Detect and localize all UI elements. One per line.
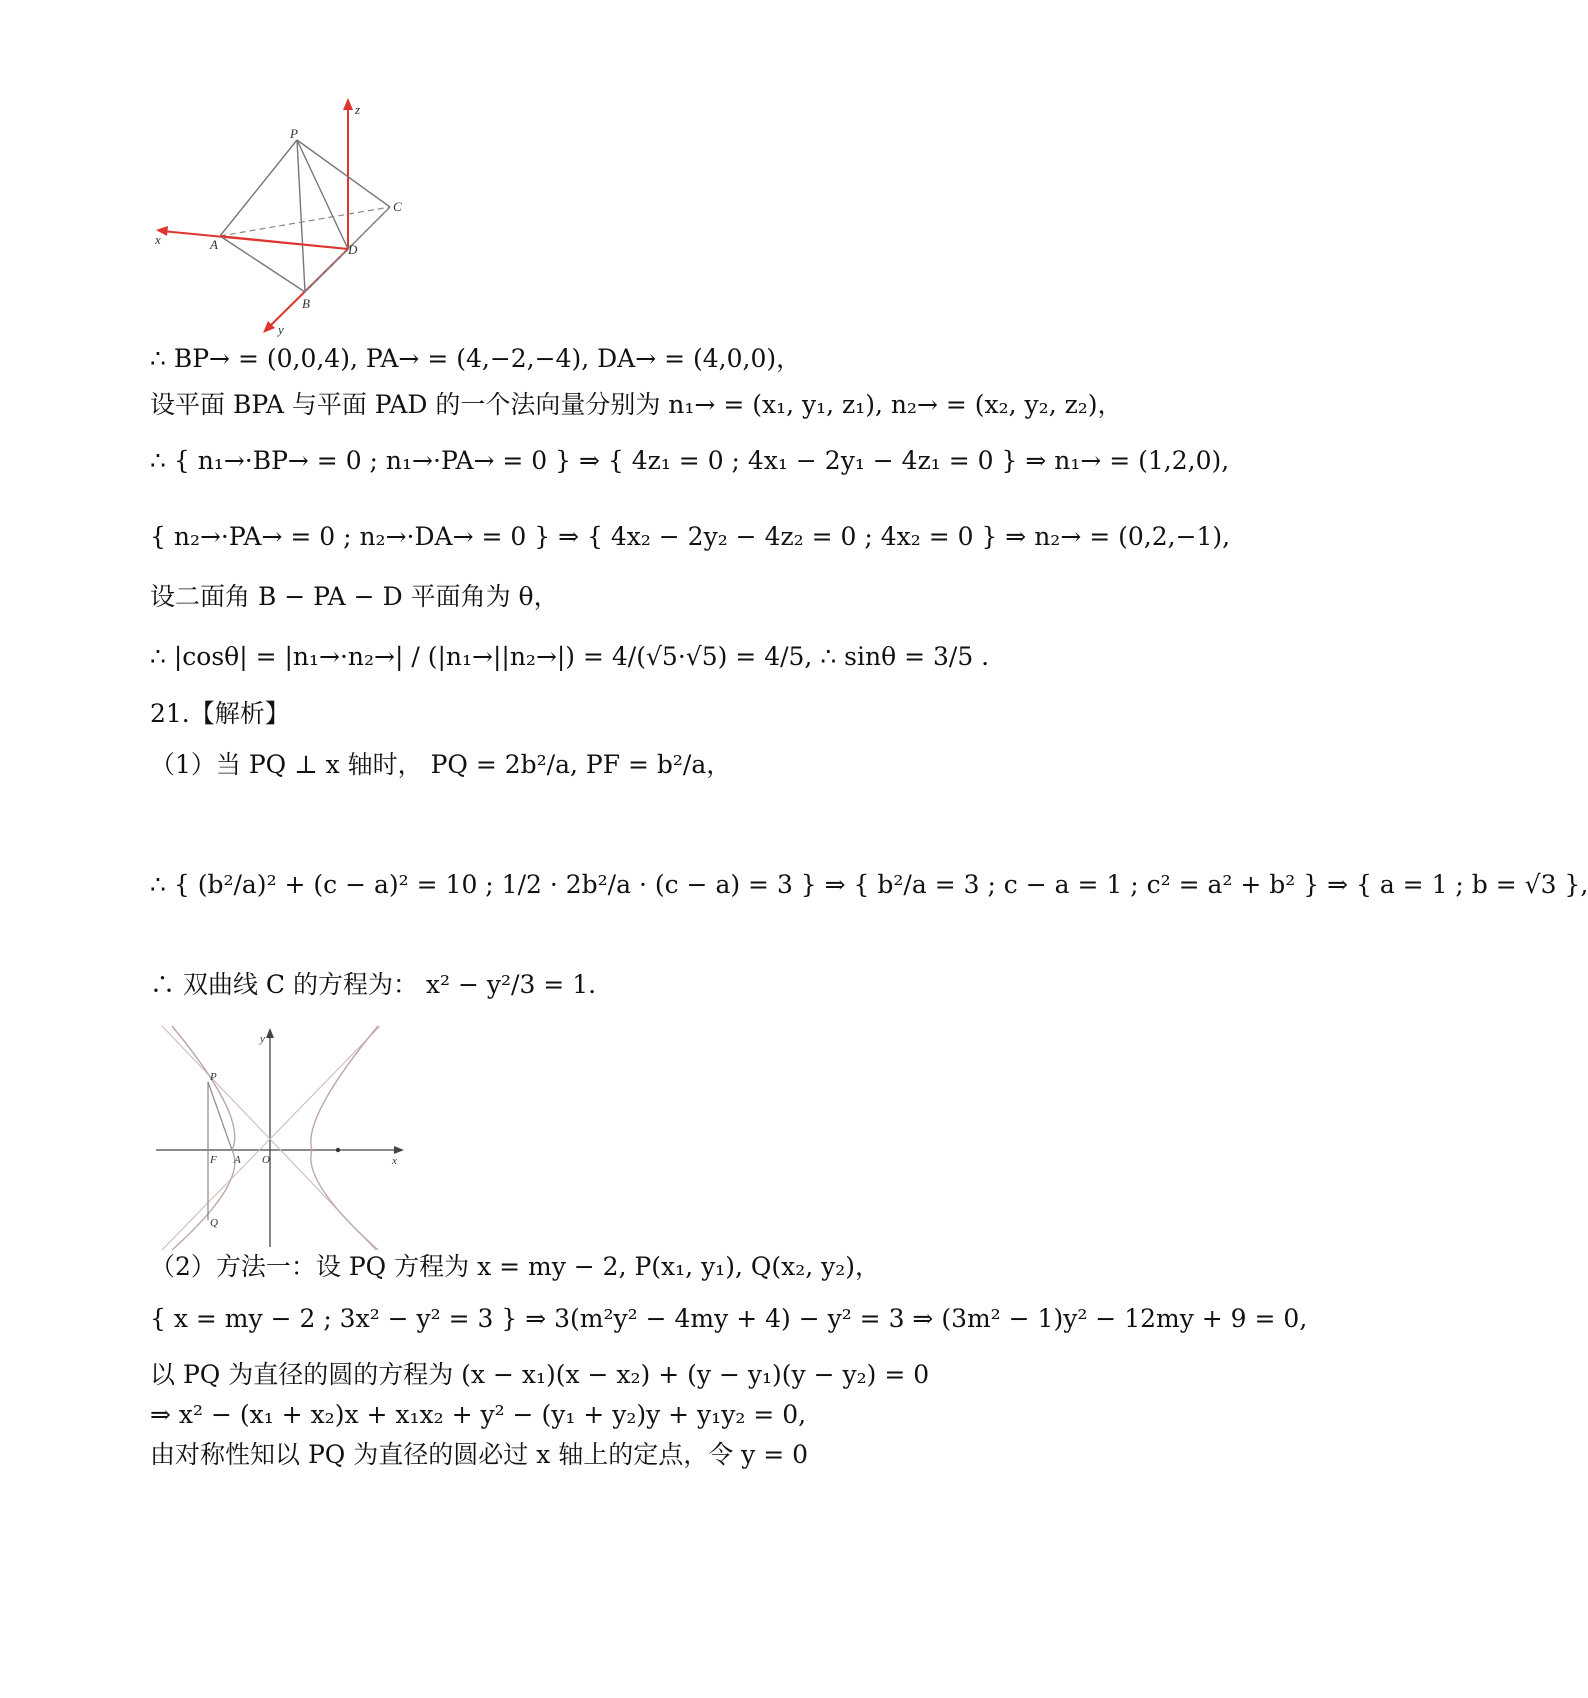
line-system-n2: { n₂→·PA→ = 0 ; n₂→·DA→ = 0 } ⇒ { 4x₂ − 2y₂ − 4z₂ = 0 ; 4x₂ = 0 } ⇒ n₂→ = (0,2,−1),: [150, 522, 1231, 551]
label-Q: Q: [210, 1217, 218, 1229]
line-normal-vectors: 设平面 BPA 与平面 PAD 的一个法向量分别为 n₁→ = (x₁, y₁, z₁), n₂→ = (x₂, y₂, z₂)，: [150, 390, 1123, 419]
line-hyperbola-equation: ∴ 双曲线 C 的方程为： x² − y²/3 = 1.: [150, 970, 597, 999]
line-part1: （1）当 PQ ⊥ x 轴时， PQ = 2b²/a, PF = b²/a，: [150, 750, 732, 779]
edge-AD: [220, 236, 348, 249]
hyperbola-figure: [152, 1022, 412, 1252]
edge-PB: [297, 140, 305, 292]
line-part2-setup: （2）方法一：设 PQ 方程为 x = my − 2, P(x₁, y₁), Q(x₂, y₂)，: [150, 1252, 881, 1281]
edge-PC: [297, 140, 390, 207]
label-y: y: [278, 322, 284, 337]
label-C: C: [393, 199, 402, 214]
label-y: y: [260, 1033, 265, 1045]
label-O: O: [262, 1154, 270, 1166]
x-axis-arrow: [394, 1146, 404, 1154]
label-A: A: [210, 237, 218, 252]
left-branch: [172, 1026, 235, 1250]
label-x: x: [392, 1155, 397, 1167]
line-expanded-equation: ⇒ x² − (x₁ + x₂)x + x₁x₂ + y² − (y₁ + y₂)y + y₁y₂ = 0,: [150, 1400, 807, 1429]
label-P: P: [210, 1071, 217, 1083]
label-A: A: [234, 1154, 241, 1166]
label-x: x: [155, 232, 161, 247]
heading-21: 21.【解析】: [150, 699, 290, 728]
label-B: B: [302, 296, 310, 311]
line-substitution: { x = my − 2 ; 3x² − y² = 3 } ⇒ 3(m²y² − 4my + 4) − y² = 3 ⇒ (3m² − 1)y² − 12my + 9 = 0,: [150, 1304, 1308, 1333]
line-symmetry: 由对称性知以 PQ 为直径的圆必过 x 轴上的定点，令 y = 0: [150, 1440, 809, 1469]
line-circle-equation: 以 PQ 为直径的圆的方程为 (x − x₁)(x − x₂) + (y − y₁)(y − y₂) = 0: [150, 1360, 930, 1389]
label-P: P: [290, 126, 298, 141]
z-axis-arrow: [343, 98, 353, 110]
label-z: z: [355, 102, 361, 117]
right-branch: [311, 1026, 378, 1250]
focus-point: [336, 1148, 340, 1152]
line-system-n1: ∴ { n₁→·BP→ = 0 ; n₁→·PA→ = 0 } ⇒ { 4z₁ = 0 ; 4x₁ − 2y₁ − 4z₁ = 0 } ⇒ n₁→ = (1,2,0),: [150, 446, 1230, 475]
label-D: D: [348, 242, 358, 257]
y-axis-arrow: [266, 1028, 274, 1038]
edge-PA: [220, 140, 297, 236]
line-dihedral-angle: 设二面角 B − PA − D 平面角为 θ，: [150, 582, 559, 611]
label-F: F: [210, 1154, 217, 1166]
line-vectors: ∴ BP→ = (0,0,4), PA→ = (4,−2,−4), DA→ = (4,0,0)，: [150, 344, 802, 373]
line-cos-sin: ∴ |cosθ| = |n₁→·n₂→| / (|n₁→||n₂→|) = 4/(√5·√5) = 4/5, ∴ sinθ = 3/5 .: [150, 642, 990, 671]
edge-PD: [297, 140, 348, 249]
line-system-abc: ∴ { (b²/a)² + (c − a)² = 10 ; 1/2 · 2b²/a · (c − a) = 3 } ⇒ { b²/a = 3 ; c − a = 1 ; c² = a² + b² } ⇒ { a = 1 ; b = √3 },: [150, 870, 1588, 899]
